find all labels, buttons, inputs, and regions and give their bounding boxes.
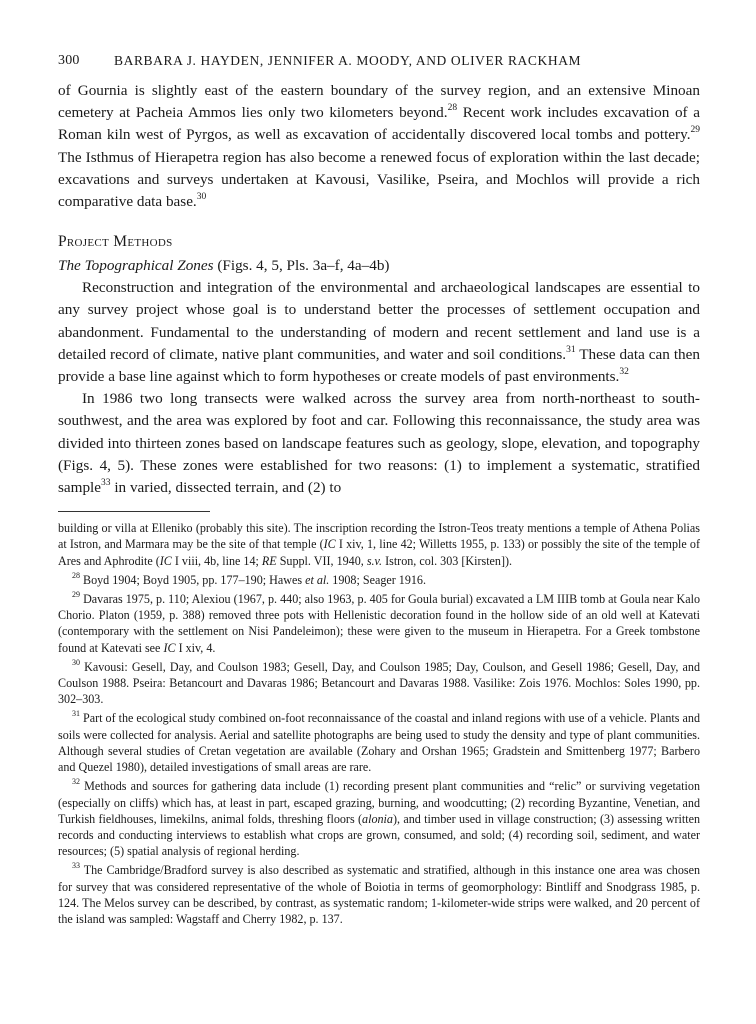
text-run: ), and timber used in village construction; (3) assessing written records and conducting interviews to establish what crops are grown, consumed, and sold; (4) recording soil, sediment, and water resources; (5) spatial analysis of regional herding. [58,811,700,859]
footnote-29 [58,591,700,656]
text-run: Reconstruction and integration of the environmental and archaeological landscapes are essential to any survey project whose goal is to understand better the processes of settlement occupation and abandonment. Fundamental to the understanding of modern and recent settlement and land use is a detailed record of climate, native plant communities, and water and soil conditions. [58,279,700,363]
footnote-number: 32 [72,777,80,787]
section-heading: Project Methods [58,233,173,251]
italic-abbrev: IC [323,537,336,552]
text-run: The Cambridge/Bradford survey is also described as systematic and stratified, although in this instance one area was chosen for survey that was considered representative of the whole of Boiotia in terms of geomorphology: Bintliff and Snodgrass 1985, p. 124. The Melos survey can be described, by contrast, as systematic random; 1-kilometer-wide strips were walked, and 20 percent of the island was sampled: Wagstaff and Cherry 1982, p. 137. [58,863,700,926]
footnote-number: 29 [72,590,80,600]
text-run: I xiv, 4. [175,640,216,655]
footnote-rule [58,511,210,512]
footnote-32 [58,778,700,859]
paragraph-continuation [58,80,700,213]
text-run: Methods and sources for gathering data include (1) recording present plant communities and “relic” or surviving vegetation (especially on cliffs) which has, at least in part, escaped grazing, burning, and woodcutting; (2) recording Byzantine, Venetian, and Turkish fieldhouses, limekilns, animal folds, threshing floors ( [58,779,700,826]
italic-abbrev: et al. [305,572,330,587]
footnotes [58,520,700,927]
text-run: Davaras 1975, p. 110; Alexiou (1967, p. 440; also 1963, p. 405 for Goula burial) excavated a LM IIIB tomb at Goula near Kalo Chorio. Platon (1959, p. 388) removed three pots with Hellenistic decoration found in the hollow side of an old well at Katevati (contemporary with the settlement on Nisi Pandeleimon); these were given to the museum in Hierapetra. For a Greek tombstone found at Katevati see [58,592,700,655]
footnote-ref-31[interactable]: 31 [566,344,576,355]
footnote-30 [58,659,700,708]
running-head-authors: BARBARA J. HAYDEN, JENNIFER A. MOODY, AND OLIVER RACKHAM [114,53,582,68]
footnote-31 [58,710,700,775]
footnote-28 [58,572,700,588]
text-run: These data can then provide a base line against which to form hypotheses or create models of past environments. [58,345,700,386]
page-number: 300 [58,53,80,68]
running-head [58,50,700,72]
subsection-heading [58,255,700,277]
text-run: I viii, 4b, line 14; [171,553,262,568]
italic-abbrev: IC [159,553,172,568]
text-run: building or villa at Elleniko (probably this site). The inscription recording the Istron-Teos treaty mentions a temple of Athena Polias at Istron, and Marmara may be the site of that temple ( [58,521,700,552]
text-run: Suppl. VII, 1940, [276,553,367,568]
footnote-number: 28 [72,570,80,580]
text-run: I xiv, 1, line 42; Willetts 1955, p. 133) or possibly the site of the temple of Ares and Aphrodite ( [58,537,700,568]
text-run: Istron, col. 303 [Kirsten]). [382,553,513,568]
footnote-ref-29[interactable]: 29 [690,125,700,136]
text-run: Boyd 1904; Boyd 1905, pp. 177–190; Hawes [80,572,306,587]
text-run: of Gournia is slightly east of the eastern boundary of the survey region, and an extensive Minoan cemetery at Pacheia Ammos lies only two kilometers beyond. [58,82,700,122]
italic-abbrev: RE [261,553,277,568]
text-run: Part of the ecological study combined on-foot reconnaissance of the coastal and inland regions with use of a vehicle. Plants and soils were collected for analysis. Aerial and satellite photographs are being used to study the density and type of plant communities. Although several studies of Cretan vegetation are available (Zohary and Orshan 1965; Gradstein and Smittenberg 1977; Barbero and Quezel 1980), detailed investigations of small areas are rare. [58,711,700,775]
footnote-ref-28[interactable]: 28 [447,103,458,114]
text-run: In 1986 two long transects were walked across the survey area from north-northeast to south-southwest, and the area was explored by foot and car. Following this reconnaissance, the study area was divided into thirteen zones based on landscape features such as geology, slope, elevation, and topography (Figs. 4, 5). These zones were established for two reasons: (1) to implement a systematic, stratified sample [58,390,700,497]
footnote-continuation [58,520,700,569]
text-run: 1908; Seager 1916. [329,572,426,587]
footnote-ref-30[interactable]: 30 [196,191,207,202]
footnote-ref-32[interactable]: 32 [619,366,629,377]
footnote-number: 31 [72,709,80,719]
subsection-figure-refs: (Figs. 4, 5, Pls. 3a–f, 4a–4b) [213,257,390,275]
footnote-ref-33[interactable]: 33 [101,477,111,488]
journal-page [58,50,700,930]
paragraph-reconstruction [58,277,700,388]
body-text [58,80,700,499]
text-run: The Isthmus of Hierapetra region has also become a renewed focus of exploration within the last decade; excavations and surveys undertaken at Kavousi, Vasilike, Pseira, and Mochlos will provide a rich comparative data base. [58,148,700,211]
text-run: Recent work includes excavation of a Roman kiln west of Pyrgos, as well as excavation of accidentally discovered local tombs and pottery. [58,104,700,144]
text-run: Kavousi: Gesell, Day, and Coulson 1983; Gesell, Day, and Coulson 1985; Day, Coulson, and Gesell 1986; Gesell, Day, and Coulson 1988. Pseira: Betancourt and Davaras 1986; Betancourt and Davaras 1988. Vasilike: Zois 1976. Mochlos: Soles 1990, pp. 302–303. [58,659,700,707]
subsection-title: The Topographical Zones [58,257,214,275]
italic-abbrev: IC [163,640,176,655]
italic-term: alonia [362,811,393,826]
text-run: in varied, dissected terrain, and (2) to [110,479,342,497]
paragraph-transects [58,388,700,499]
footnote-number: 30 [72,657,80,667]
footnote-33 [58,862,700,927]
footnote-number: 33 [72,861,80,871]
italic-abbrev: s.v. [366,553,383,568]
